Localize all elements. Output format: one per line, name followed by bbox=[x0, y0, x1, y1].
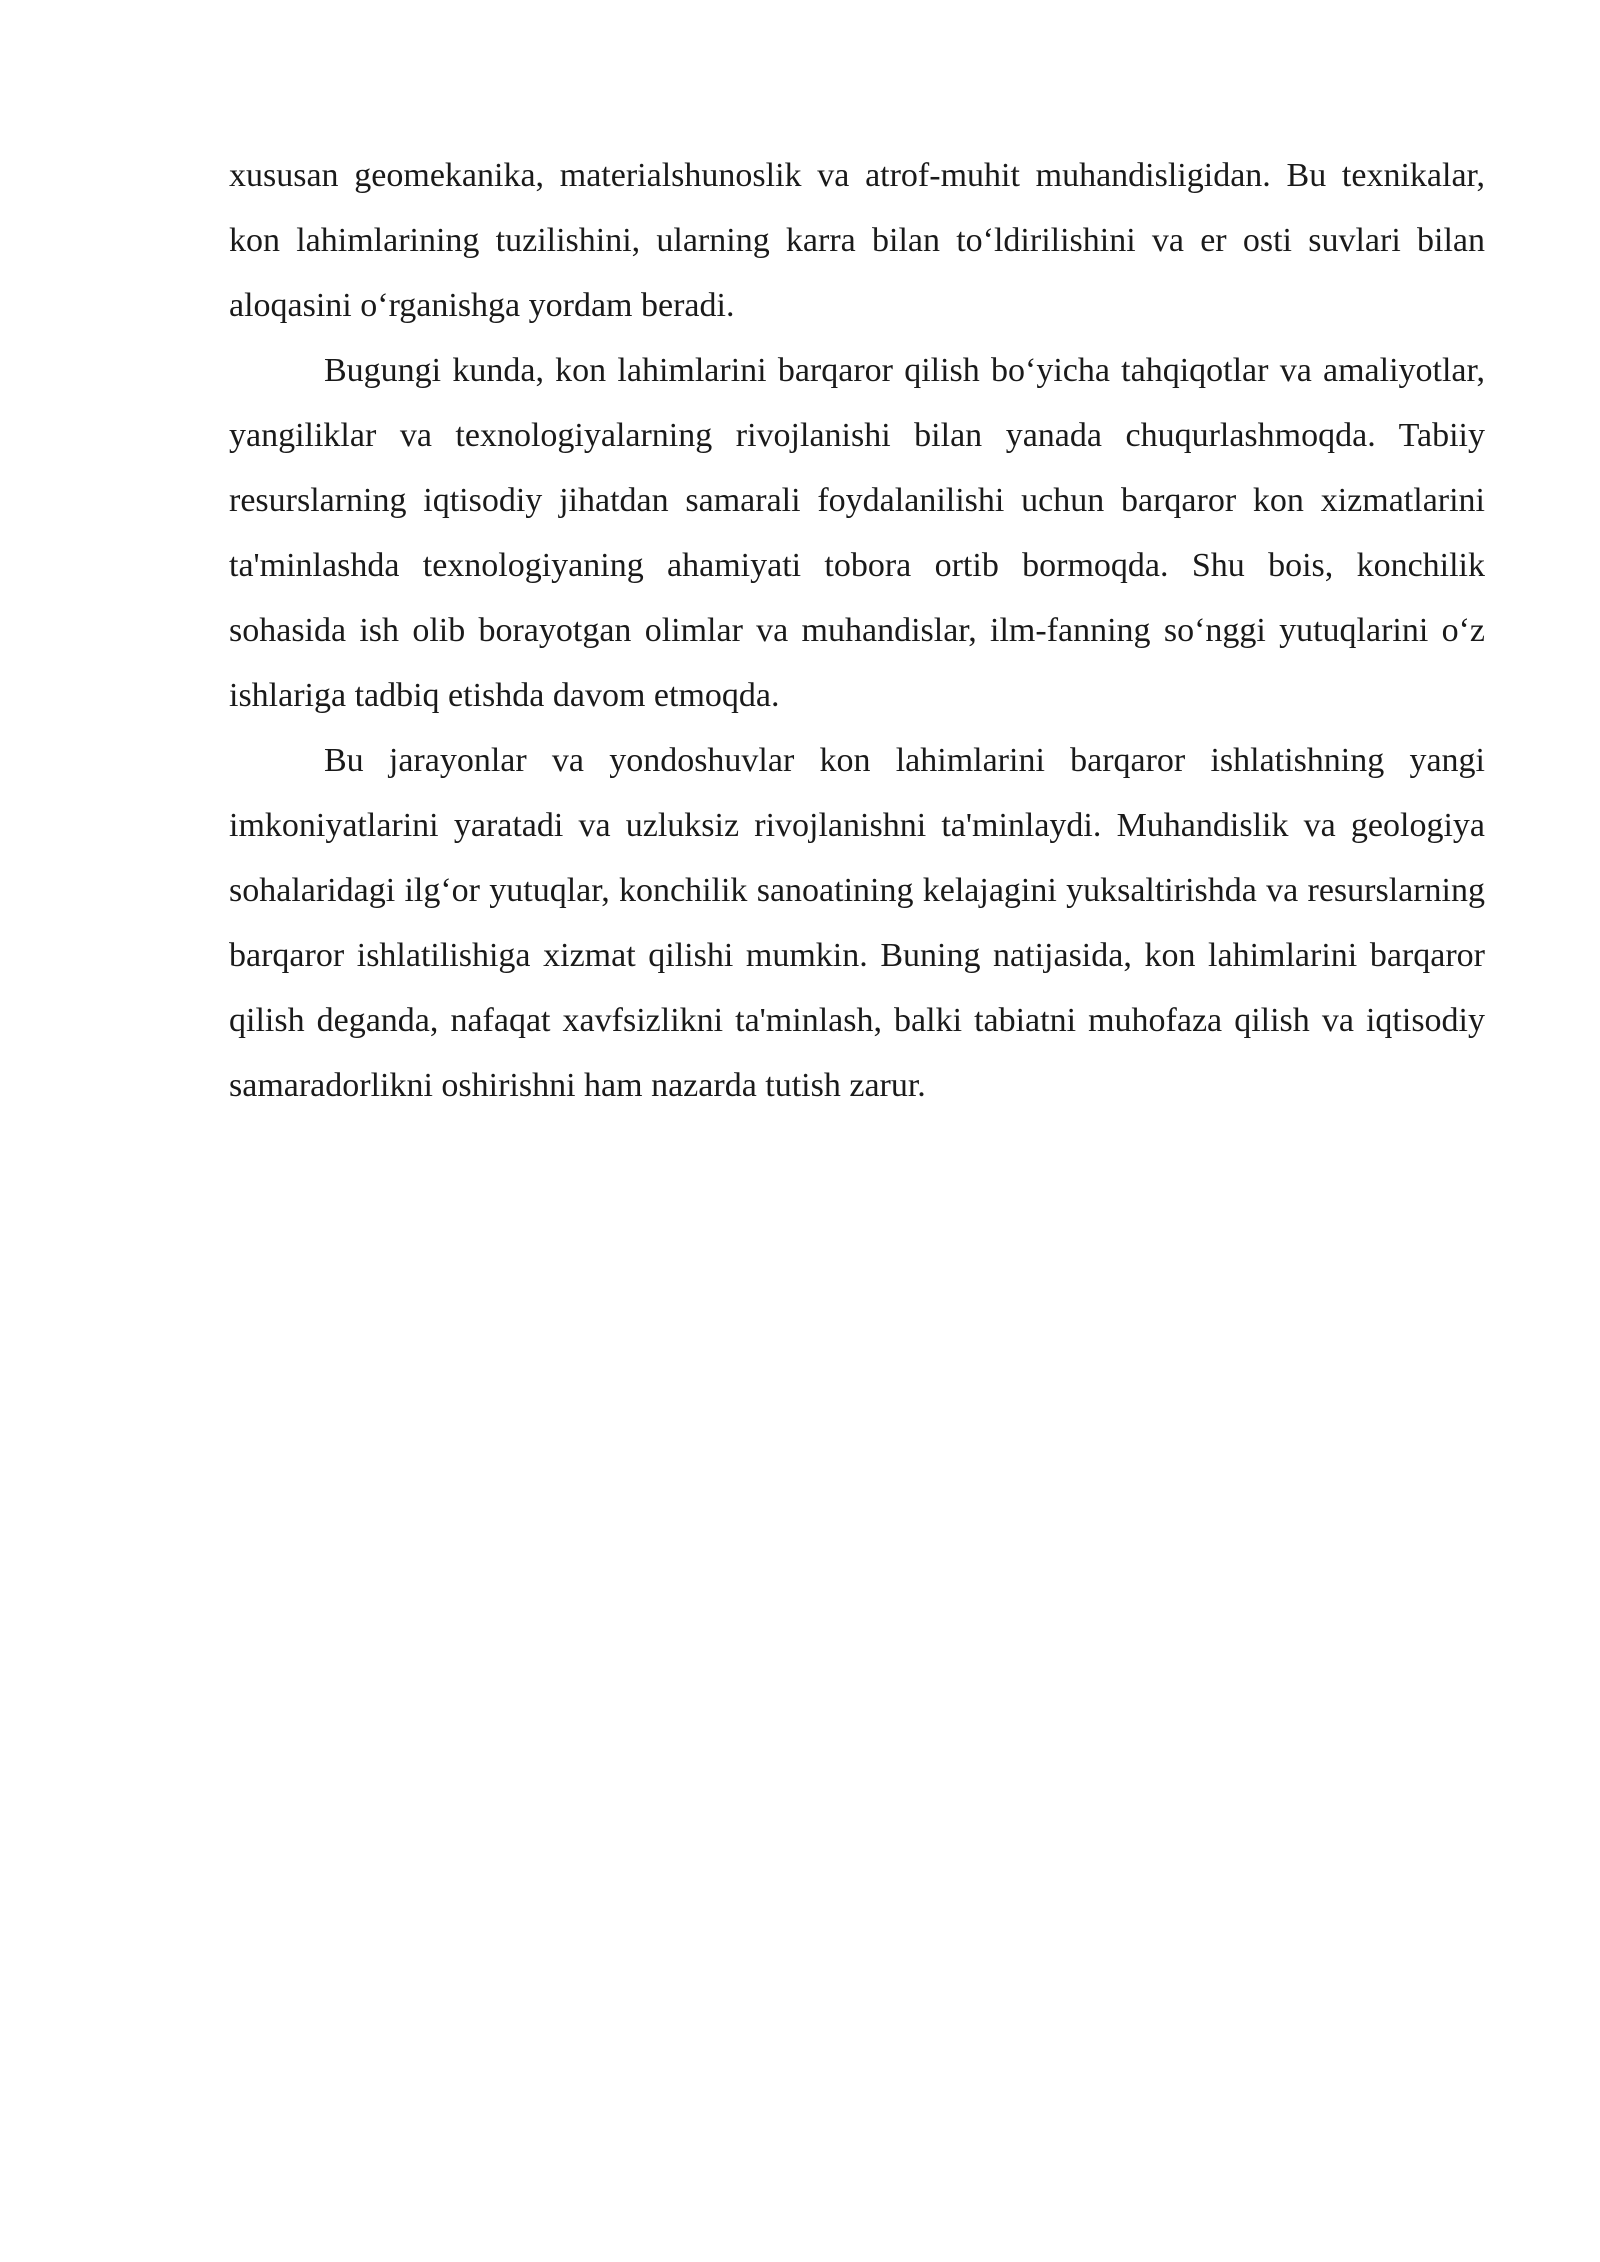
document-body bbox=[229, 143, 1485, 1118]
paragraph-continuation: xususan geomekanika, materialshunoslik va atrof-muhit muhandisligidan. Bu texnikalar, kon lahimlarining tuzilishini, ularning karra bilan to‘ldirilishini va er osti suvlari bilan aloqasini o‘rganishga yordam beradi. bbox=[229, 157, 1485, 324]
paragraph-research-trends: Bugungi kunda, kon lahimlarini barqaror qilish bo‘yicha tahqiqotlar va amaliyotlar, yangiliklar va texnologiyalarning rivojlanishi bilan yanada chuqurlashmoqda. Tabiiy resurslarning iqtisodiy jihatdan samarali foydalanilishi uchun barqaror kon xizmatlarini ta'minlashda texnologiyaning ahamiyati tobora ortib bormoqda. Shu bois, konchilik sohasida ish olib borayotgan olimlar va muhandislar, ilm-fanning so‘nggi yutuqlarini o‘z ishlariga tadbiq etishda davom etmoqda. bbox=[229, 352, 1485, 714]
paragraph-conclusion: Bu jarayonlar va yondoshuvlar kon lahimlarini barqaror ishlatishning yangi imkoniyatlarini yaratadi va uzluksiz rivojlanishni ta'minlaydi. Muhandislik va geologiya sohalaridagi ilg‘or yutuqlar, konchilik sanoatining kelajagini yuksaltirishda va resurslarning barqaror ishlatilishiga xizmat qilishi mumkin. Buning natijasida, kon lahimlarini barqaror qilish deganda, nafaqat xavfsizlikni ta'minlash, balki tabiatni muhofaza qilish va iqtisodiy samaradorlikni oshirishni ham nazarda tutish zarur. bbox=[229, 742, 1485, 1104]
